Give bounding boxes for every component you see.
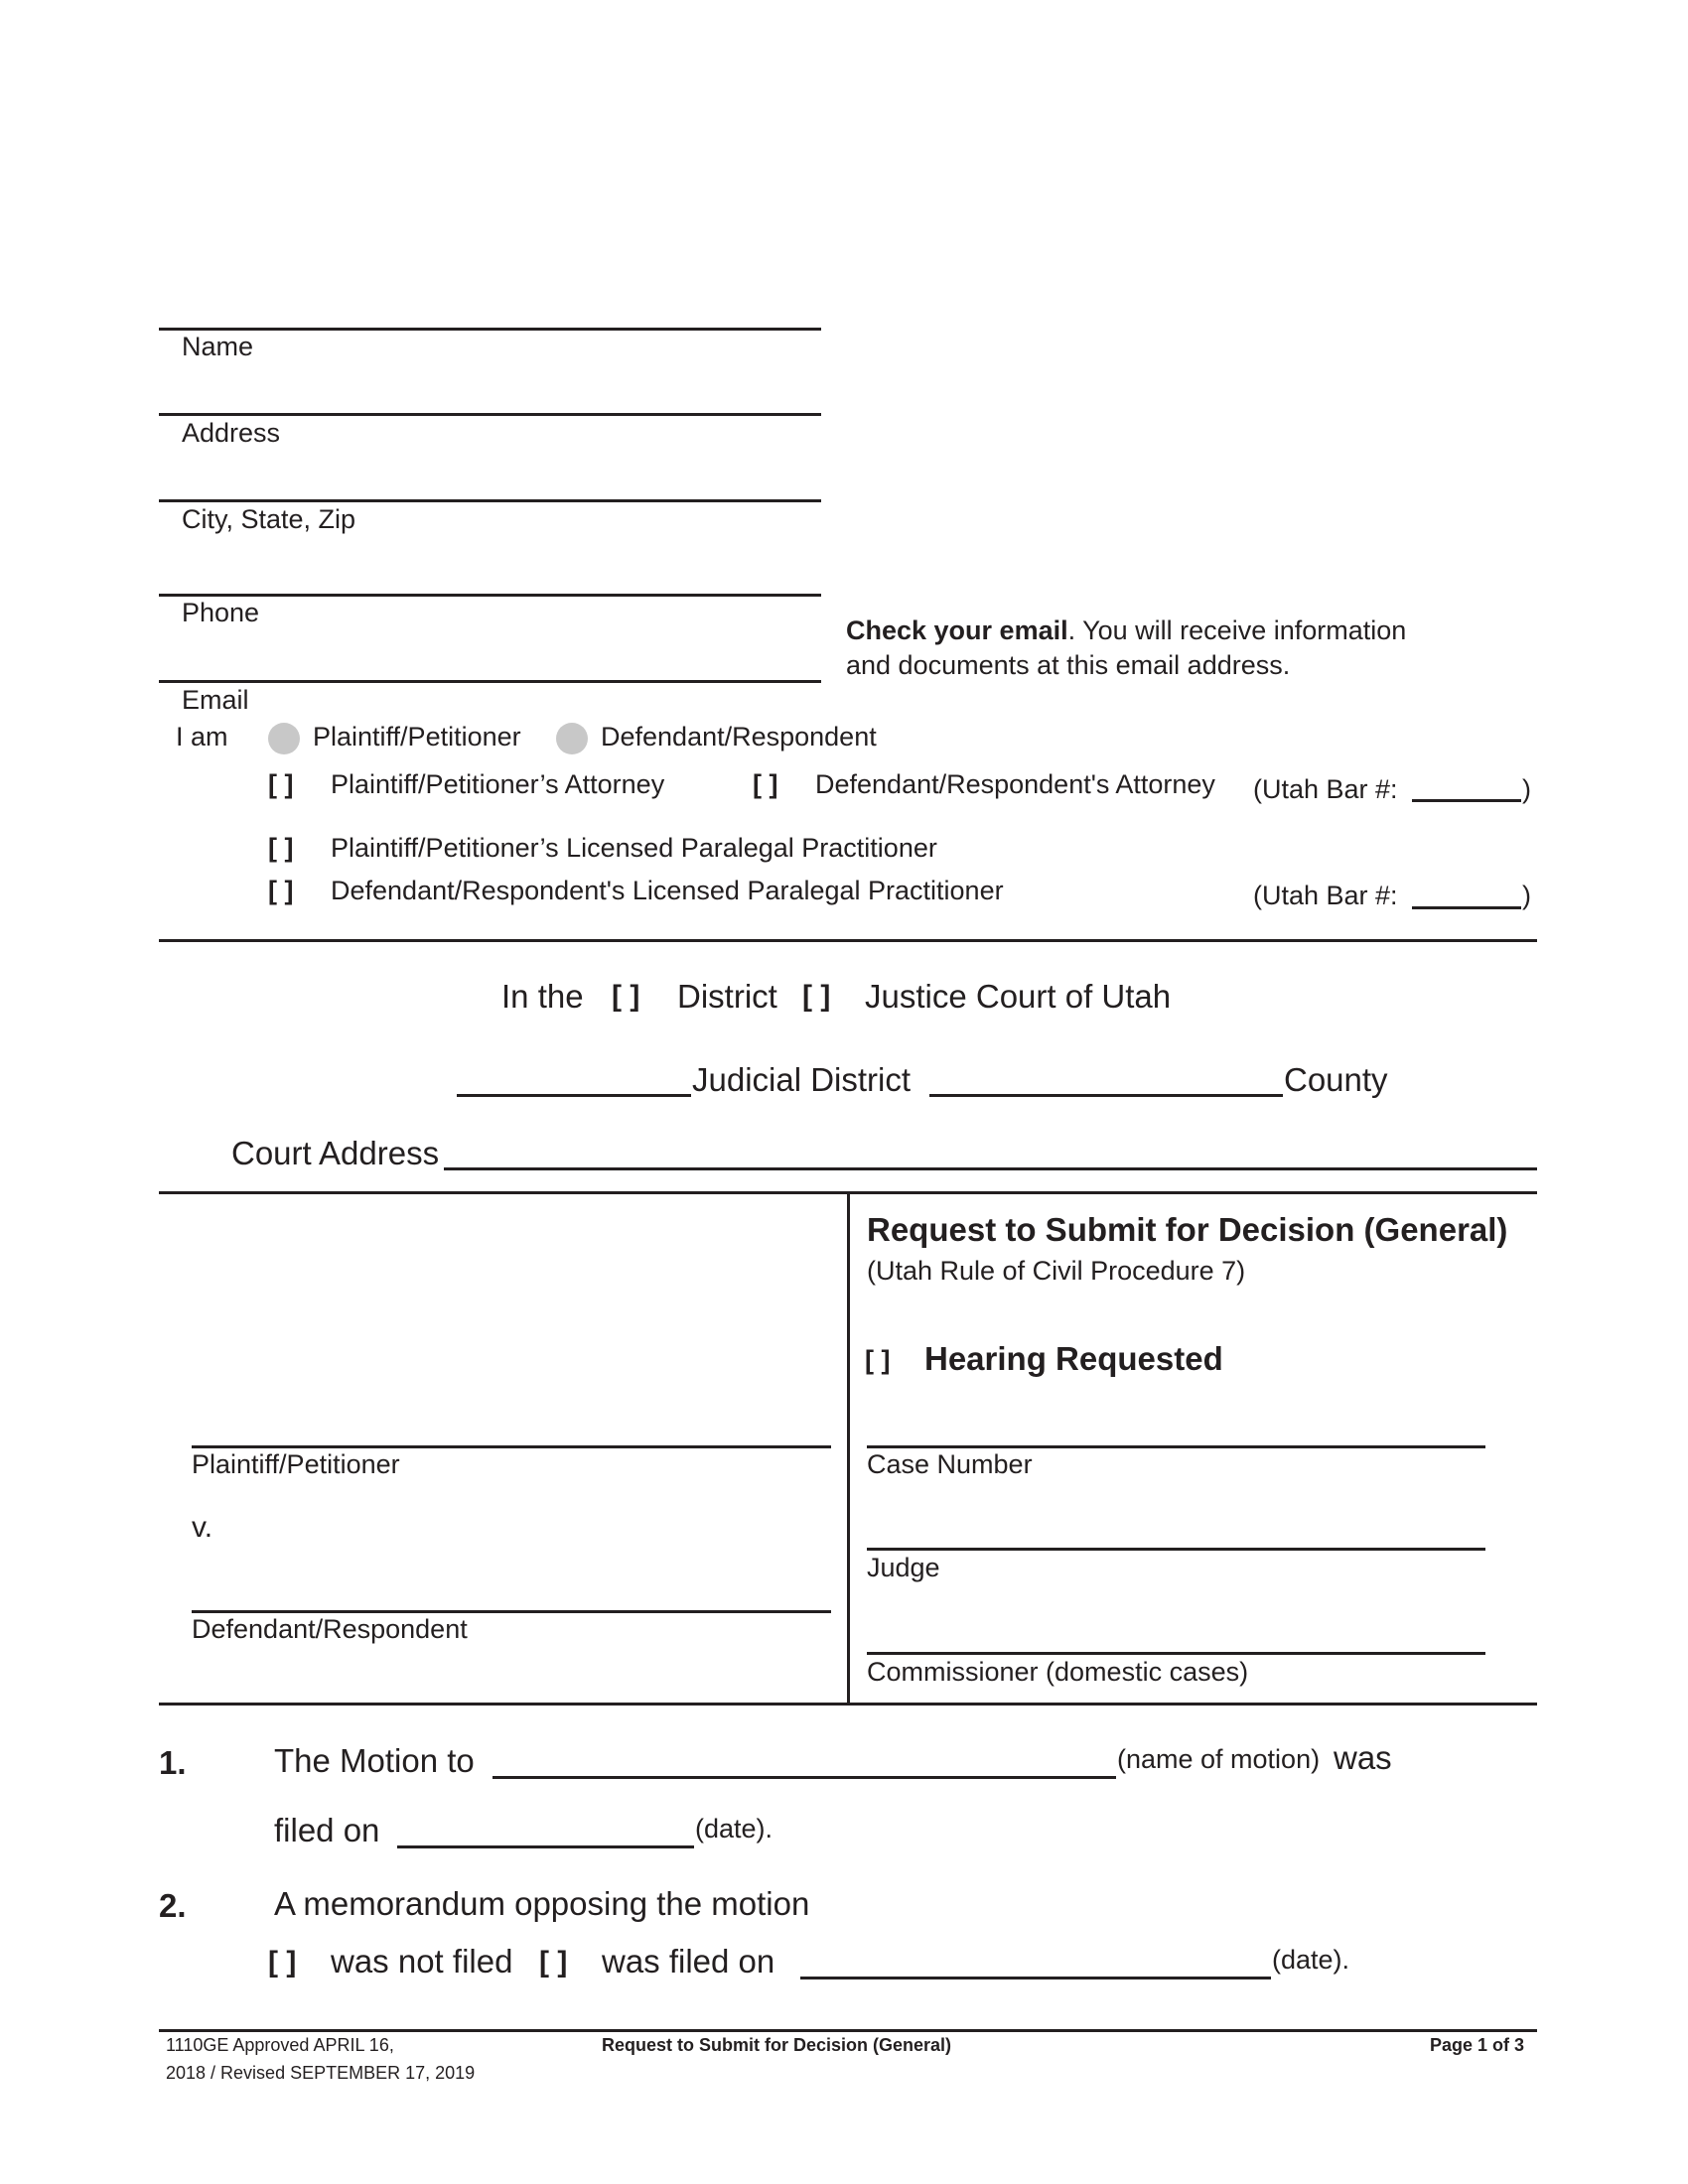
memo-not-filed-checkbox[interactable]: [ ]: [268, 1946, 297, 1979]
footer-page-number: Page 1 of 3: [1430, 2035, 1525, 2055]
footer-form-id: 1110GE Approved APRIL 16,: [166, 2035, 394, 2055]
address-line[interactable]: [159, 413, 821, 416]
judge-line[interactable]: [867, 1548, 1485, 1551]
bar-number-label-2: (Utah Bar #:: [1253, 881, 1398, 910]
footer-revision: 2018 / Revised SEPTEMBER 17, 2019: [166, 2063, 476, 2083]
defendant-paralegal-label: Defendant/Respondent's Licensed Paralegal Practitioner: [331, 876, 1004, 905]
memo-filed-checkbox[interactable]: [ ]: [539, 1946, 568, 1979]
commissioner-line[interactable]: [867, 1652, 1485, 1655]
name-line[interactable]: [159, 328, 821, 331]
justice-court-checkbox[interactable]: [ ]: [802, 980, 831, 1013]
defendant-paralegal-checkbox[interactable]: [ ]: [268, 876, 294, 905]
section-divider-top: [159, 939, 1537, 942]
caption-defendant-label: Defendant/Respondent: [192, 1614, 468, 1644]
city-state-zip-line[interactable]: [159, 499, 821, 502]
hearing-requested-label: Hearing Requested: [924, 1340, 1223, 1377]
i-am-label: I am: [176, 722, 228, 751]
hearing-requested-checkbox[interactable]: [ ]: [865, 1345, 891, 1375]
email-note-line1: . You will receive information: [1067, 615, 1407, 645]
defendant-attorney-label: Defendant/Respondent's Attorney: [815, 769, 1215, 799]
defendant-radio-label: Defendant/Respondent: [601, 722, 877, 751]
caption-bottom-border: [159, 1703, 1537, 1706]
phone-label: Phone: [182, 598, 260, 627]
judge-label: Judge: [867, 1553, 940, 1582]
email-note: [846, 615, 1406, 646]
phone-line[interactable]: [159, 594, 821, 597]
bar-number-close-1: ): [1522, 774, 1531, 804]
court-address-label: Court Address: [231, 1135, 440, 1171]
versus-label: v.: [192, 1511, 213, 1544]
plaintiff-attorney-checkbox[interactable]: [ ]: [268, 769, 294, 799]
email-line[interactable]: [159, 680, 821, 683]
defendant-radio[interactable]: [556, 723, 588, 754]
caption-divider: [847, 1191, 850, 1705]
plaintiff-attorney-label: Plaintiff/Petitioner’s Attorney: [331, 769, 665, 799]
bar-number-close-2: ): [1522, 881, 1531, 910]
item-1-filed-on: filed on: [274, 1812, 380, 1848]
footer-divider: [159, 2029, 1537, 2032]
memo-filed-date-line[interactable]: [800, 1977, 1271, 1979]
document-title: Request to Submit for Decision (General): [867, 1211, 1508, 1248]
court-address-line[interactable]: [444, 1167, 1537, 1170]
item-1-number: 1.: [159, 1744, 187, 1781]
name-label: Name: [182, 332, 254, 361]
judicial-district-label: Judicial District: [692, 1061, 912, 1098]
defendant-attorney-checkbox[interactable]: [ ]: [753, 769, 778, 799]
case-number-line[interactable]: [867, 1445, 1485, 1448]
plaintiff-name-line[interactable]: [192, 1445, 831, 1448]
footer-title: Request to Submit for Decision (General): [602, 2035, 952, 2055]
case-number-label: Case Number: [867, 1449, 1033, 1479]
county-line[interactable]: [929, 1094, 1283, 1097]
memo-filed-date-hint: (date).: [1272, 1945, 1350, 1975]
memo-filed-label: was filed on: [602, 1943, 775, 1979]
plaintiff-paralegal-checkbox[interactable]: [ ]: [268, 833, 294, 863]
bar-number-line-2[interactable]: [1412, 906, 1521, 909]
city-state-zip-label: City, State, Zip: [182, 504, 356, 534]
district-court-label: District: [677, 978, 777, 1015]
district-court-checkbox[interactable]: [ ]: [612, 980, 640, 1013]
item-1-was: was: [1334, 1739, 1392, 1776]
plaintiff-radio-label: Plaintiff/Petitioner: [313, 722, 521, 751]
motion-filed-date-line[interactable]: [397, 1845, 694, 1848]
email-note-line2: and documents at this email address.: [846, 650, 1291, 680]
email-label: Email: [182, 685, 249, 715]
motion-name-hint: (name of motion): [1117, 1744, 1321, 1774]
address-label: Address: [182, 418, 281, 448]
judicial-district-line[interactable]: [457, 1094, 691, 1097]
plaintiff-radio[interactable]: [268, 723, 300, 754]
motion-filed-date-hint: (date).: [695, 1814, 774, 1843]
court-in-the: In the: [501, 978, 584, 1015]
defendant-name-line[interactable]: [192, 1610, 831, 1613]
item-2-text: A memorandum opposing the motion: [274, 1885, 810, 1922]
plaintiff-paralegal-label: Plaintiff/Petitioner’s Licensed Paralegal Practitioner: [331, 833, 937, 863]
item-2-number: 2.: [159, 1887, 187, 1924]
motion-name-line[interactable]: [492, 1776, 1116, 1779]
caption-plaintiff-label: Plaintiff/Petitioner: [192, 1449, 400, 1479]
email-note-bold: Check your email: [846, 615, 1068, 645]
bar-number-label-1: (Utah Bar #:: [1253, 774, 1398, 804]
commissioner-label: Commissioner (domestic cases): [867, 1657, 1249, 1687]
justice-court-label: Justice Court of Utah: [865, 978, 1172, 1015]
county-label: County: [1284, 1061, 1388, 1098]
rule-reference: (Utah Rule of Civil Procedure 7): [867, 1256, 1246, 1286]
item-1-text: The Motion to: [274, 1742, 475, 1779]
bar-number-line-1[interactable]: [1412, 799, 1521, 802]
memo-not-filed-label: was not filed: [331, 1943, 513, 1979]
